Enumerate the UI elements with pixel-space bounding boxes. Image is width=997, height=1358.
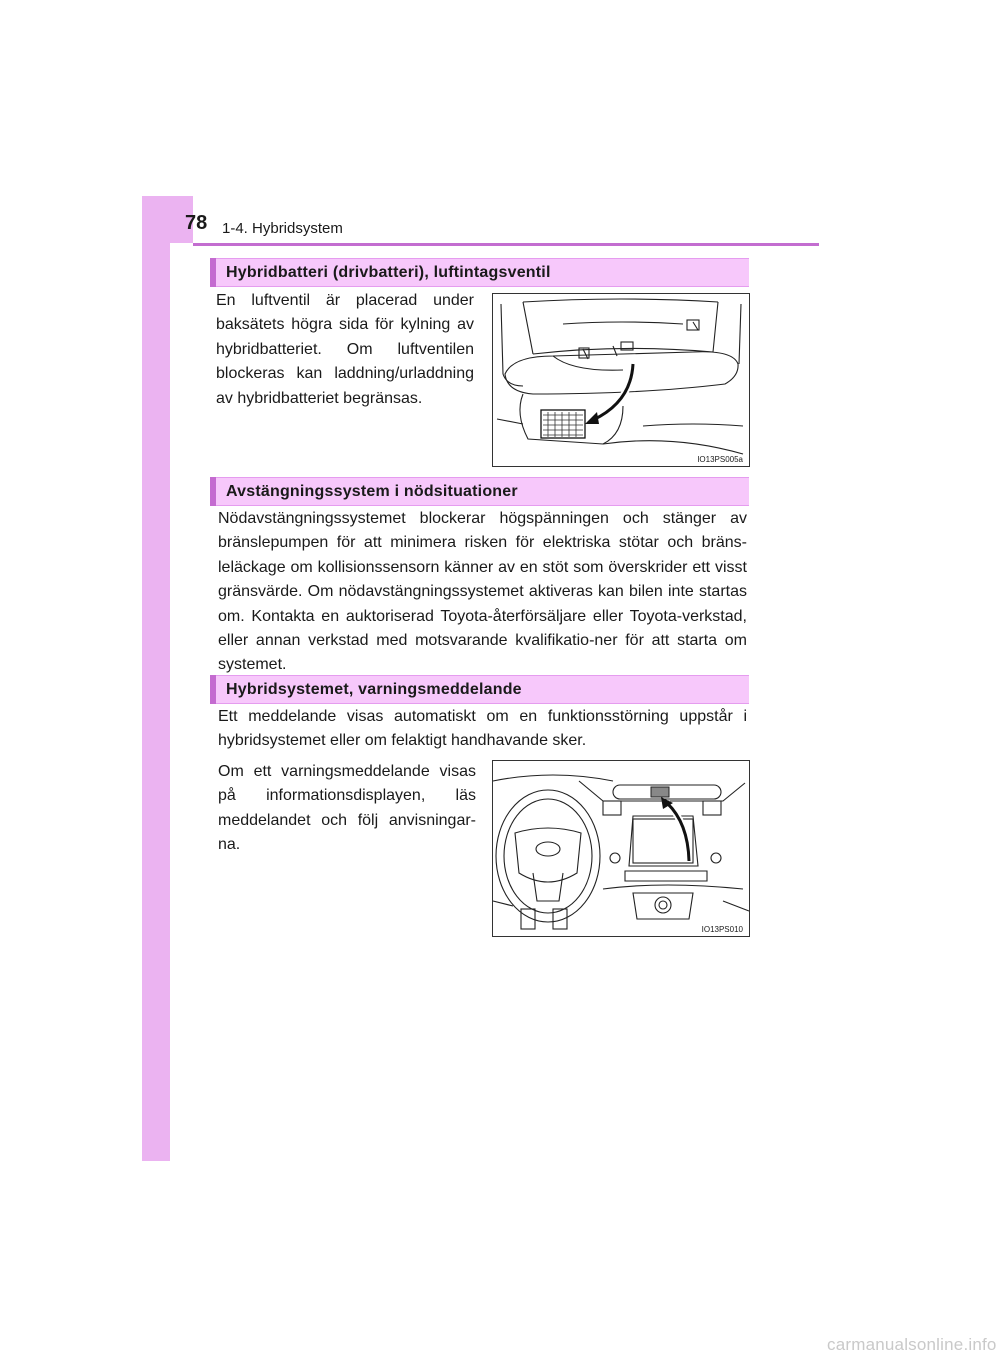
figure-code: IO13PS005a (697, 455, 743, 464)
section-heading-emergency-shutoff (210, 477, 749, 506)
section-heading-battery-vent (210, 258, 749, 287)
page-number: 78 (185, 212, 208, 234)
heading-accent (210, 477, 216, 506)
heading-accent (210, 258, 216, 287)
figure-code: IO13PS010 (701, 925, 743, 934)
chapter-title: 1-4. Hybridsystem (222, 220, 343, 237)
header-rule (193, 243, 819, 246)
section-heading-text: Hybridbatteri (drivbatteri), luftintagsventil (226, 264, 551, 281)
section-heading-text: Hybridsystemet, varningsmeddelande (226, 681, 522, 698)
section-heading-warning-message (210, 675, 749, 704)
rear-seat-illustration (493, 294, 749, 466)
paragraph-battery-vent: En luftventil är placerad under baksätets högra sida för kylning av hybridbatteriet. Om luftventilen blockeras kan laddning/urladdning av hybridbatteriet begränsas. (216, 292, 474, 407)
heading-accent (210, 675, 216, 704)
dashboard-illustration (493, 761, 749, 936)
rear-seat-vent-figure (492, 293, 750, 467)
dashboard-display-figure (492, 760, 750, 937)
side-margin-band (142, 196, 170, 1161)
paragraph-emergency-shutoff: Nödavstängningssystemet blockerar högspänningen och stänger av bränslepumpen för att minimera risken för elektriska stötar och bräns-leläckage om kollisionssensorn känner av en stöt som överskrider ett visst gränsvärde. Om nödavstängningssystemet aktiveras kan bilen inte startas om. Kontakta en auktoriserad Toyota-återförsäljare eller Toyota-verkstad, eller annan verkstad med motsvarande kvalifikatio-ner för att starta om systemet. (218, 510, 747, 674)
section-heading-text: Avstängningssystem i nödsituationer (226, 483, 518, 500)
paragraph-warning-action: Om ett varningsmeddelande visas på informationsdisplayen, läs meddelandet och följ anvisningar-na. (218, 763, 476, 854)
footer-watermark[interactable]: carmanualsonline.info (827, 1335, 997, 1354)
paragraph-warning-intro: Ett meddelande visas automatiskt om en funktionsstörning uppstår i hybridsystemet eller om felaktigt handhavande sker. (218, 708, 747, 750)
